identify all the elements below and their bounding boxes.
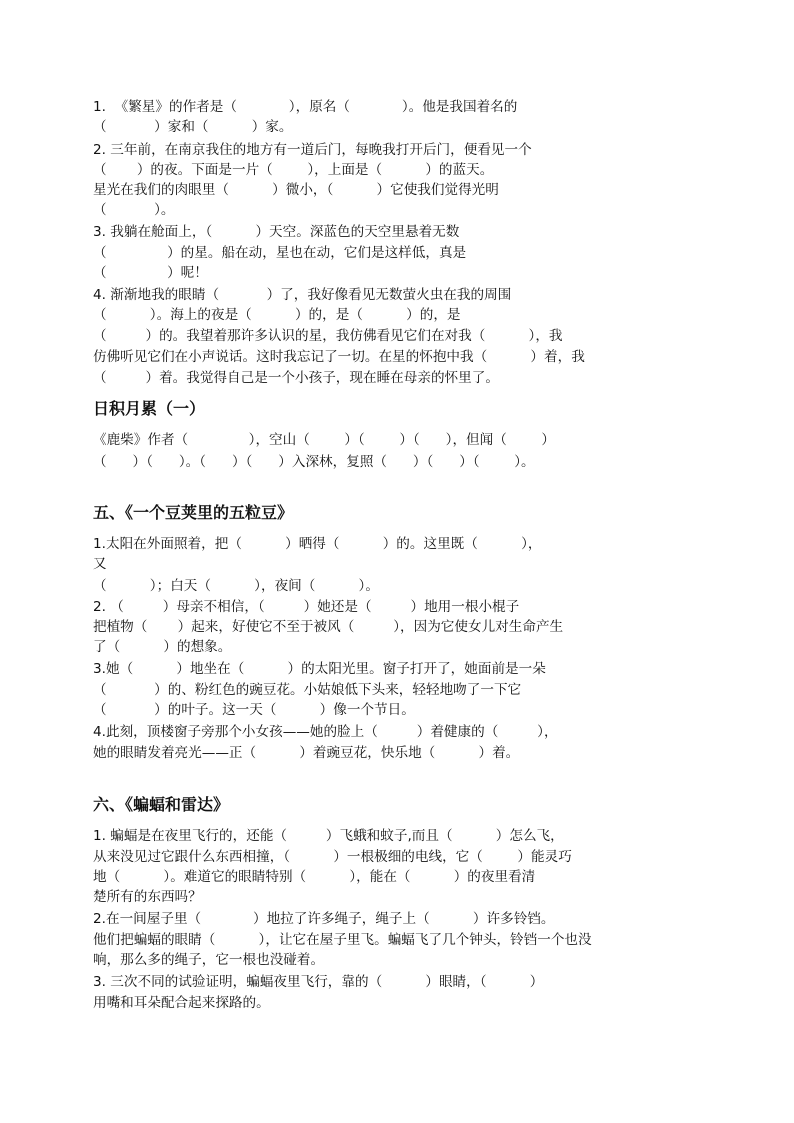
fanxing-line-12: （ ）的。我望着那许多认识的星，我仿佛看见它们在对我（ ），我 [93, 328, 563, 344]
fanxing-line-4: （ ）的夜。下面是一片（ ），上面是（ ）的蓝天。 [93, 162, 494, 178]
fanxing-line-13: 仿佛听见它们在小声说话。这时我忘记了一切。在星的怀抱中我（ ）着，我 [93, 349, 585, 365]
bianfu-line-1: 1. 蝙蝠是在夜里飞行的，还能（ ）飞蛾和蚊子,而且（ ）怎么飞， [93, 828, 564, 844]
fanxing-line-11: （ ）。海上的夜是（ ）的，是（ ）的，是 [93, 307, 461, 323]
wulidou-line-10: 4.此刻，顶楼窗子旁那个小女孩——她的脸上（ ）着健康的（ ）， [93, 724, 558, 740]
section-5-heading: 五、《一个豆荚里的五粒豆》 [93, 503, 294, 522]
fanxing-line-10: 4. 渐渐地我的眼睛（ ）了，我好像看见无数萤火虫在我的周围 [93, 287, 512, 303]
wulidou-line-2: 又 [93, 556, 107, 572]
section-6-heading: 六、《蝙蝠和雷达》 [93, 795, 230, 814]
bianfu-line-9: 用嘴和耳朵配合起来探路的。 [93, 995, 270, 1011]
rijiyuelei-line-1: 《鹿柴》作者（ ），空山（ ）（ ）（ ），但闻（ ） [93, 432, 555, 448]
bianfu-line-4: 楚所有的东西吗？ [93, 889, 202, 905]
bianfu-line-8: 3. 三次不同的试验证明，蝙蝠夜里飞行，靠的（ ）眼睛，（ ） [93, 974, 544, 990]
fanxing-line-9: （ ）呢！ [93, 265, 208, 281]
rijiyuelei-heading: 日积月累（一） [93, 399, 206, 418]
bianfu-line-6: 他们把蝙蝠的眼睛（ ），让它在屋子里飞。蝙蝠飞了几个钟头，铃铛一个也没 [93, 932, 592, 948]
wulidou-line-1: 1.太阳在外面照着，把（ ）晒得（ ）的。这里既（ ）， [93, 536, 542, 552]
fanxing-line-3: 2. 三年前，在南京我住的地方有一道后门，每晚我打开后门，便看见一个 [93, 142, 532, 158]
fanxing-line-6: （ ）。 [93, 202, 175, 218]
fanxing-line-7: 3. 我躺在舱面上，（ ）天空。深蓝色的天空里悬着无数 [93, 224, 460, 240]
fanxing-line-14: （ ）着。我觉得自己是一个小孩子，现在睡在母亲的怀里了。 [93, 370, 499, 386]
fanxing-line-1: 1. 《繁星》的作者是（ ），原名（ ）。他是我国着名的 [93, 99, 518, 115]
rijiyuelei-line-2: （ ）（ ）。（ ）（ ）入深林，复照（ ）（ ）（ ）。 [93, 454, 535, 470]
wulidou-line-8: （ ）的、粉红色的豌豆花。小姑娘低下头来，轻轻地吻了一下它 [93, 682, 522, 698]
fanxing-line-5: 星光在我们的肉眼里（ ）微小，（ ）它使我们觉得光明 [93, 182, 499, 198]
wulidou-line-4: 2. （ ）母亲不相信，（ ）她还是（ ）地用一根小棍子 [93, 599, 520, 615]
wulidou-line-9: （ ）的叶子。这一天（ ）像一个节日。 [93, 702, 415, 718]
fanxing-line-2: （ ）家和（ ）家。 [93, 119, 293, 135]
wulidou-line-11: 她的眼睛发着亮光——正（ ）着豌豆花，快乐地（ ）着。 [93, 745, 520, 761]
bianfu-line-5: 2.在一间屋子里（ ）地拉了许多绳子，绳子上（ ）许多铃铛。 [93, 911, 555, 927]
bianfu-line-2: 从来没见过它跟什么东西相撞，（ ）一根极细的电线，它（ ）能灵巧 [93, 849, 572, 865]
fanxing-line-8: （ ）的星。船在动，星也在动，它们是这样低，真是 [93, 245, 467, 261]
wulidou-line-6: 了（ ）的想象。 [93, 639, 232, 655]
wulidou-line-7: 3.她（ ）地坐在（ ）的太阳光里。窗子打开了，她面前是一朵 [93, 661, 546, 677]
bianfu-line-3: 地（ ）。难道它的眼睛特别（ ），能在（ ）的夜里看清 [93, 869, 536, 885]
bianfu-line-7: 响，那么多的绳子，它一根也没碰着。 [93, 952, 325, 968]
wulidou-line-3: （ ）；白天（ ），夜间（ ）。 [93, 578, 379, 594]
wulidou-line-5: 把植物（ ）起来，好使它不至于被风（ ），因为它使女儿对生命产生 [93, 619, 564, 635]
